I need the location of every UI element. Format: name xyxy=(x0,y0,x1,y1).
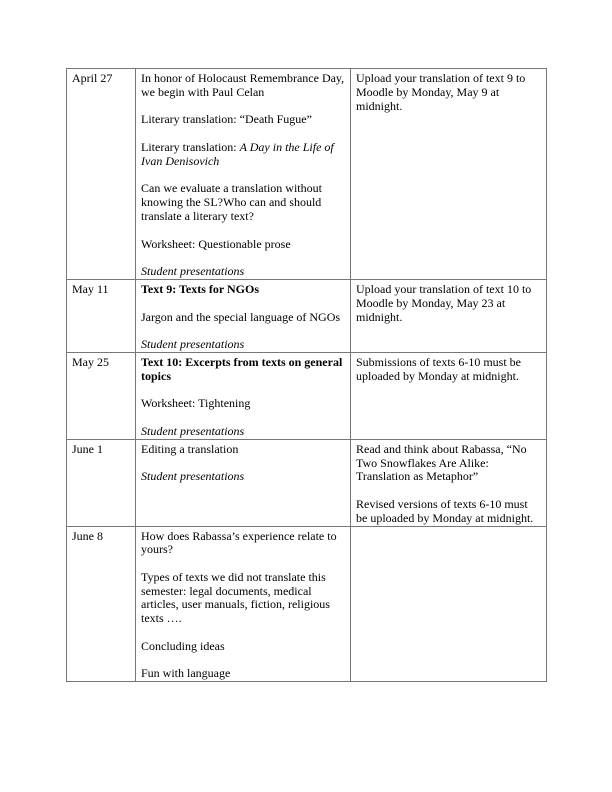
topic-text: Editing a translation xyxy=(141,441,239,456)
paragraph-gap xyxy=(141,224,345,238)
date-text: June 8 xyxy=(72,528,103,543)
paragraph-gap xyxy=(141,457,345,471)
topic-text: In honor of Holocaust Remembrance Day, we begin with Paul Celan xyxy=(141,71,345,99)
assignment-cell xyxy=(351,526,547,682)
assignment-paragraph xyxy=(356,72,541,113)
topic-cell xyxy=(136,279,351,352)
topic-text: Can we evaluate a translation without knowing the SL?Who can and should translate a literary text? xyxy=(141,181,322,223)
assignment-paragraph xyxy=(356,356,541,384)
assignment-text: Upload your translation of text 9 to Moodle by Monday, May 9 at midnight. xyxy=(356,71,526,113)
topic-paragraph xyxy=(141,470,345,484)
assignment-text: Revised versions of texts 6-10 must be uploaded by Monday at midnight. xyxy=(356,496,534,525)
date-text: May 11 xyxy=(72,281,109,296)
paragraph-gap xyxy=(141,626,345,640)
topic-paragraph xyxy=(141,338,345,352)
topic-paragraph xyxy=(141,425,345,439)
paragraph-gap xyxy=(141,169,345,183)
paragraph-gap xyxy=(141,411,345,425)
topic-paragraph xyxy=(141,238,345,252)
schedule-row xyxy=(67,69,547,280)
date-cell xyxy=(67,439,136,526)
topic-text: Student presentations xyxy=(141,469,245,484)
topic-text: Fun with language xyxy=(141,666,231,681)
assignment-text: Upload your translation of text 10 to Moodle by Monday, May 23 at midnight. xyxy=(356,281,532,324)
paragraph-gap xyxy=(141,324,345,338)
schedule-row xyxy=(67,439,547,526)
topic-paragraph xyxy=(141,640,345,654)
topic-paragraph xyxy=(141,265,345,279)
assignment-paragraph xyxy=(356,443,541,484)
date-text: April 27 xyxy=(72,71,113,85)
topic-paragraph xyxy=(141,311,345,325)
paragraph-gap xyxy=(356,484,541,498)
topic-paragraph xyxy=(141,356,345,384)
paragraph-gap xyxy=(141,557,345,571)
topic-paragraph xyxy=(141,72,345,100)
topic-text: Types of texts we did not translate this semester: legal documents, medical articles, user manuals, fiction, religious texts …. xyxy=(141,569,330,626)
topic-text: Student presentations xyxy=(141,264,245,279)
paragraph-gap xyxy=(141,251,345,265)
paragraph-gap xyxy=(141,100,345,114)
assignment-cell xyxy=(351,279,547,352)
assignment-paragraph xyxy=(356,283,541,324)
topic-text: Literary translation: “Death Fugue” xyxy=(141,112,312,127)
topic-text: Literary translation: xyxy=(141,139,240,154)
topic-text: Text 10: Excerpts from texts on general topics xyxy=(141,354,343,383)
topic-paragraph xyxy=(141,113,345,127)
topic-paragraph xyxy=(141,443,345,457)
topic-text: Worksheet: Tightening xyxy=(141,396,251,411)
topic-cell xyxy=(136,352,351,439)
date-text: June 1 xyxy=(72,441,103,456)
topic-cell xyxy=(136,69,351,280)
topic-paragraph xyxy=(141,283,345,297)
topic-paragraph xyxy=(141,667,345,681)
topic-text: Concluding ideas xyxy=(141,638,225,653)
assignment-text: Submissions of texts 6-10 must be uploaded by Monday at midnight. xyxy=(356,354,522,383)
topic-paragraph xyxy=(141,397,345,411)
date-cell xyxy=(67,69,136,280)
schedule-row xyxy=(67,352,547,439)
topic-text: Student presentations xyxy=(141,423,245,438)
date-cell xyxy=(67,279,136,352)
assignment-paragraph xyxy=(356,498,541,526)
topic-text: Jargon and the special language of NGOs xyxy=(141,309,341,324)
topic-text: How does Rabassa’s experience relate to yours? xyxy=(141,528,337,557)
paragraph-gap xyxy=(141,297,345,311)
date-text: May 25 xyxy=(72,354,109,369)
date-cell xyxy=(67,352,136,439)
schedule-row xyxy=(67,526,547,682)
topic-paragraph xyxy=(141,571,345,626)
schedule-table xyxy=(66,68,547,682)
topic-paragraph xyxy=(141,530,345,558)
schedule-body xyxy=(67,69,547,682)
topic-text: Worksheet: Questionable prose xyxy=(141,236,291,251)
paragraph-gap xyxy=(141,654,345,668)
topic-text: Student presentations xyxy=(141,337,245,352)
topic-cell xyxy=(136,439,351,526)
book-title: A Day in the Life of Ivan Denisovich xyxy=(141,139,334,168)
schedule-row xyxy=(67,279,547,352)
assignment-cell xyxy=(351,69,547,280)
assignment-text: Read and think about Rabassa, “No Two Snowflakes Are Alike: Translation as Metaphor” xyxy=(356,441,527,484)
topic-text: Text 9: Texts for NGOs xyxy=(141,281,260,296)
paragraph-gap xyxy=(141,384,345,398)
paragraph-gap xyxy=(141,127,345,141)
topic-cell xyxy=(136,526,351,682)
date-cell xyxy=(67,526,136,682)
assignment-cell xyxy=(351,352,547,439)
assignment-cell xyxy=(351,439,547,526)
topic-paragraph xyxy=(141,182,345,223)
topic-paragraph xyxy=(141,141,345,169)
